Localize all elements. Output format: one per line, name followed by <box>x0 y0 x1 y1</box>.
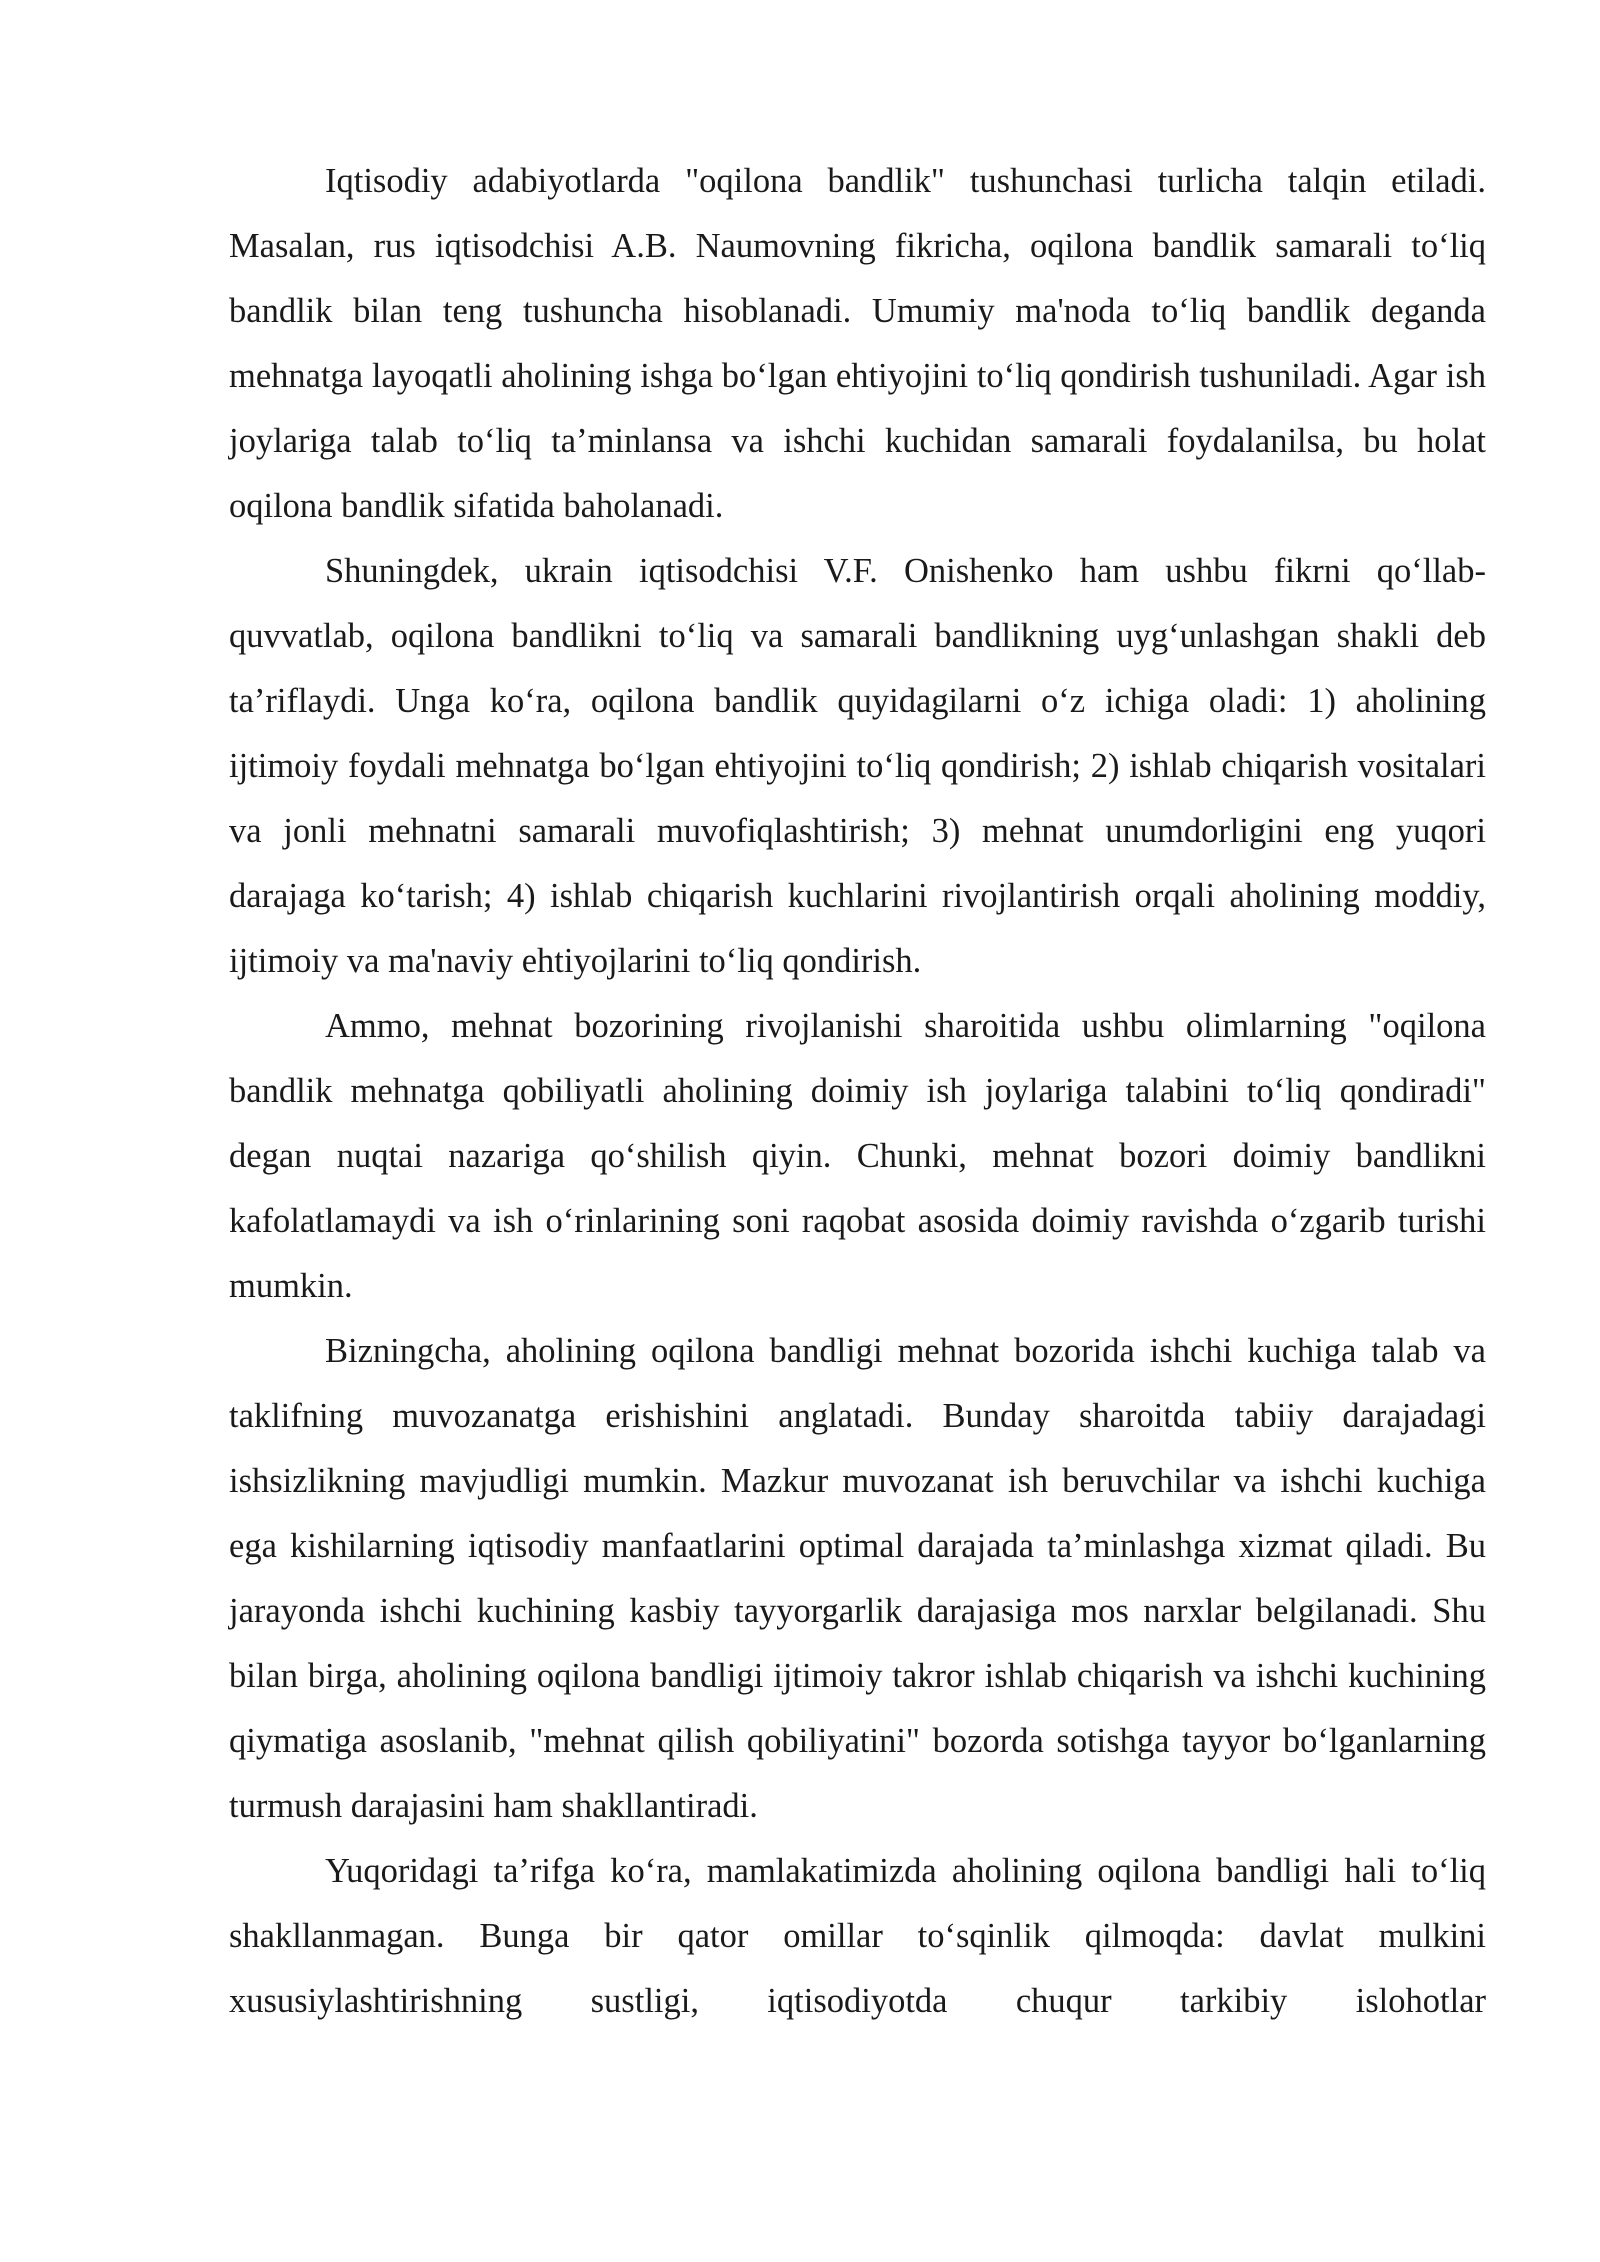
paragraph-rational-employment-definition: Iqtisodiy adabiyotlarda "oqilona bandlik" tushunchasi turlicha talqin etiladi. Masalan, rus iqtisodchisi A.B. Naumovning fikricha, oqilona bandlik samarali to‘liq bandlik bilan teng tushuncha hisoblanadi. Umumiy ma'noda to‘liq bandlik deganda mehnatga layoqatli aholining ishga bo‘lgan ehtiyojini to‘liq qondirish tushuniladi. Agar ish joylariga talab to‘liq ta’minlansa va ishchi kuchidan samarali foydalanilsa, bu holat oqilona bandlik sifatida baholanadi. <box>229 162 1486 525</box>
paragraph-current-state: Yuqoridagi ta’rifga ko‘ra, mamlakatimizda aholining oqilona bandligi hali to‘liq shakllanmagan. Bunga bir qator omillar to‘sqinlik qilmoqda: davlat mulkini xususiylashtirishning sustligi, iqtisodiyotda chuqur tarkibiy islohotlar <box>229 1852 1486 2020</box>
paragraph-author-definition: Bizningcha, aholining oqilona bandligi mehnat bozorida ishchi kuchiga talab va taklifning muvozanatga erishishini anglatadi. Bunday sharoitda tabiiy darajadagi ishsizlikning mavjudligi mumkin. Mazkur muvozanat ish beruvchilar va ishchi kuchiga ega kishilarning iqtisodiy manfaatlarini optimal darajada ta’minlashga xizmat qiladi. Bu jarayonda ishchi kuchining kasbiy tayyorgarlik darajasiga mos narxlar belgilanadi. Shu bilan birga, aholining oqilona bandligi ijtimoiy takror ishlab chiqarish va ishchi kuchining qiymatiga asoslanib, "mehnat qilish qobiliyatini" bozorda sotishga tayyor bo‘lganlarning turmush darajasini ham shakllantiradi. <box>229 1332 1486 1825</box>
paragraph-labor-market-critique: Ammo, mehnat bozorining rivojlanishi sharoitida ushbu olimlarning "oqilona bandlik mehnatga qobiliyatli aholining doimiy ish joylariga talabini to‘liq qondiradi" degan nuqtai nazariga qo‘shilish qiyin. Chunki, mehnat bozori doimiy bandlikni kafolatlamaydi va ish o‘rinlarining soni raqobat asosida doimiy ravishda o‘zgarib turishi mumkin. <box>229 1007 1486 1305</box>
paragraph-onishenko-view: Shuningdek, ukrain iqtisodchisi V.F. Onishenko ham ushbu fikrni qo‘llab-quvvatlab, oqilona bandlikni to‘liq va samarali bandlikning uyg‘unlashgan shakli deb ta’riflaydi. Unga ko‘ra, oqilona bandlik quyidagilarni o‘z ichiga oladi: 1) aholining ijtimoiy foydali mehnatga bo‘lgan ehtiyojini to‘liq qondirish; 2) ishlab chiqarish vositalari va jonli mehnatni samarali muvofiqlashtirish; 3) mehnat unumdorligini eng yuqori darajaga ko‘tarish; 4) ishlab chiqarish kuchlarini rivojlantirish orqali aholining moddiy, ijtimoiy va ma'naviy ehtiyojlarini to‘liq qondirish. <box>229 552 1486 980</box>
document-body <box>229 149 1486 2034</box>
